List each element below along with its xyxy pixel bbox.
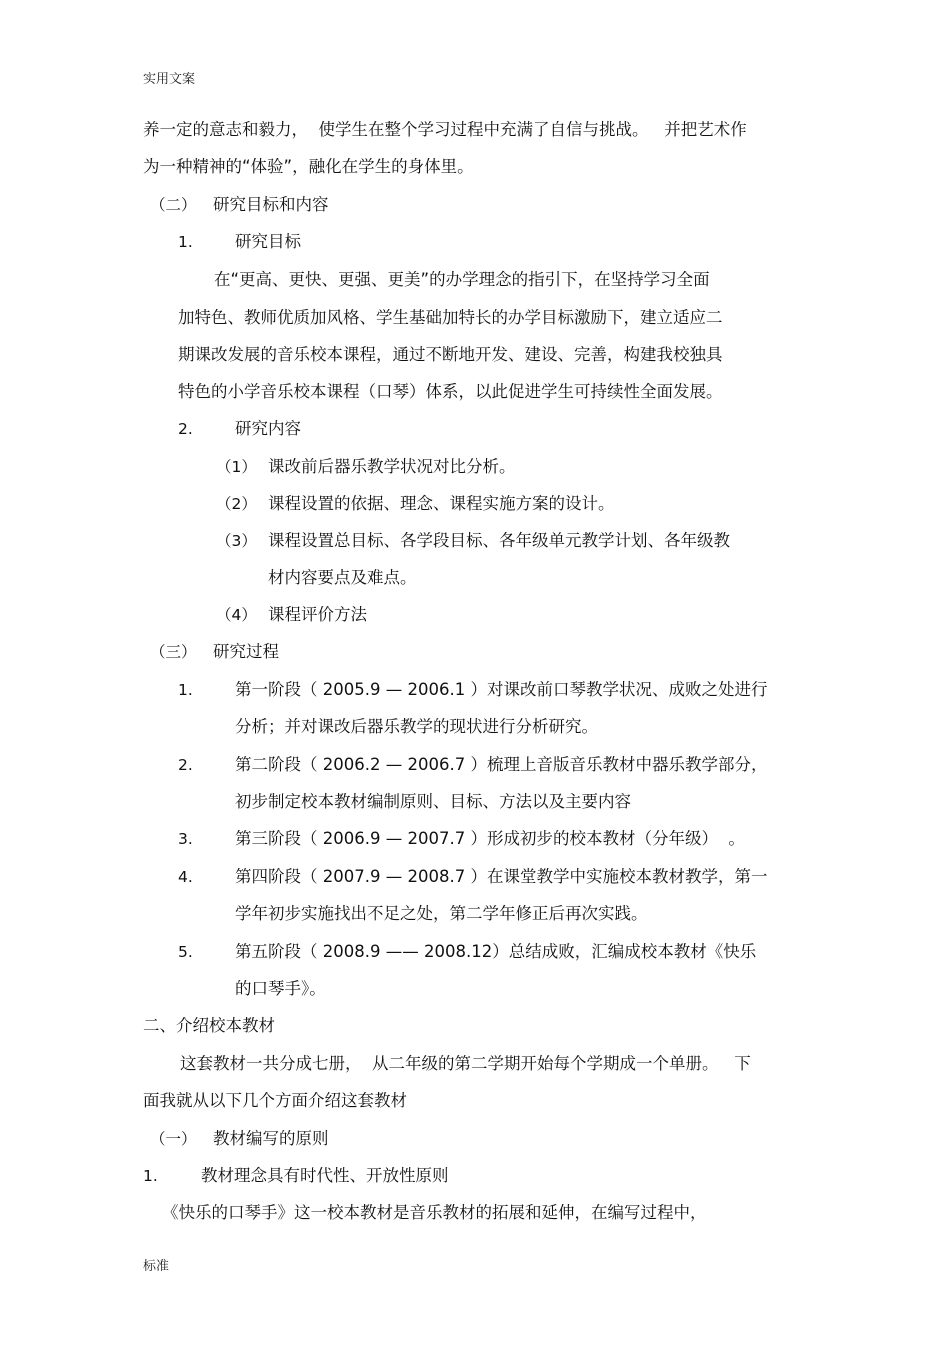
section-number: （三） [150,643,197,661]
page-header: 实用文案 [143,72,196,87]
paragraph-line: 为一种精神的“体验”，融化在学生的身体里。 [143,157,474,176]
list-item: 课程设置的依据、理念、课程实施方案的设计。 [268,494,615,513]
subsection-heading: 教材理念具有时代性、开放性原则 [201,1166,449,1185]
stage-text: 第五阶段（ 2008.9 —— 2008.12）总结成败，汇编成校本教材《快乐 [235,942,757,961]
paragraph-line: 养一定的意志和毅力， 使学生在整个学习过程中充满了自信与挑战。 并把艺术作 [143,120,747,139]
section-heading: 研究过程 [213,642,279,661]
paragraph-line: 《快乐的口琴手》这一校本教材是音乐教材的拓展和延伸，在编写过程中， [162,1203,707,1222]
list-item: 课程评价方法 [268,605,367,624]
stage-number: 5. [178,943,193,961]
subsection-heading: 研究内容 [235,419,301,438]
section-heading: 教材编写的原则 [213,1129,329,1148]
paragraph-line: 面我就从以下几个方面介绍这套教材 [143,1091,407,1110]
section-number: （二） [150,196,197,214]
item-number: 2. [178,420,193,438]
page-footer: 标准 [143,1259,170,1274]
stage-text: 第四阶段（ 2007.9 — 2008.7 ）在课堂教学中实施校本教材教学，第一 [235,867,768,886]
stage-text-continued: 初步制定校本教材编制原则、目标、方法以及主要内容 [235,792,631,811]
paragraph-line: 期课改发展的音乐校本课程，通过不断地开发、建设、完善，构建我校独具 [178,345,723,364]
stage-number: 4. [178,868,193,886]
stage-number: 3. [178,830,193,848]
part-heading: 二、介绍校本教材 [143,1016,275,1035]
stage-text-continued: 学年初步实施找出不足之处，第二学年修正后再次实践。 [235,904,648,923]
item-number: 1. [178,233,193,251]
list-item: 课改前后器乐教学状况对比分析。 [268,457,516,476]
stage-text-continued: 的口琴手》。 [235,979,326,998]
list-item: 课程设置总目标、各学段目标、各年级单元教学计划、各年级教 [268,531,730,550]
list-number: （2） [216,495,257,513]
stage-text: 第一阶段（ 2005.9 — 2006.1 ）对课改前口琴教学状况、成败之处进行 [235,680,768,699]
subsection-heading: 研究目标 [235,232,301,251]
paragraph-line: 在“更高、更快、更强、更美”的办学理念的指引下，在坚持学习全面 [214,270,710,289]
list-number: （3） [216,532,257,550]
paragraph-line: 特色的小学音乐校本课程（口琴）体系，以此促进学生可持续性全面发展。 [178,382,723,401]
section-heading: 研究目标和内容 [213,195,329,214]
stage-text: 第二阶段（ 2006.2 — 2006.7 ）梳理上音版音乐教材中器乐教学部分， [235,755,768,774]
item-number: 1. [143,1167,158,1185]
stage-text: 第三阶段（ 2006.9 — 2007.7 ）形成初步的校本教材（分年级） 。 [235,829,745,848]
paragraph-line: 这套教材一共分成七册， 从二年级的第二学期开始每个学期成一个单册。 下 [180,1054,751,1073]
stage-text-continued: 分析；并对课改后器乐教学的现状进行分析研究。 [235,717,598,736]
stage-number: 1. [178,681,193,699]
list-number: （1） [216,458,257,476]
list-item-continued: 材内容要点及难点。 [268,568,417,587]
stage-number: 2. [178,756,193,774]
section-number: （一） [150,1130,197,1148]
paragraph-line: 加特色、教师优质加风格、学生基础加特长的办学目标激励下，建立适应二 [178,308,723,327]
list-number: （4） [216,606,257,624]
